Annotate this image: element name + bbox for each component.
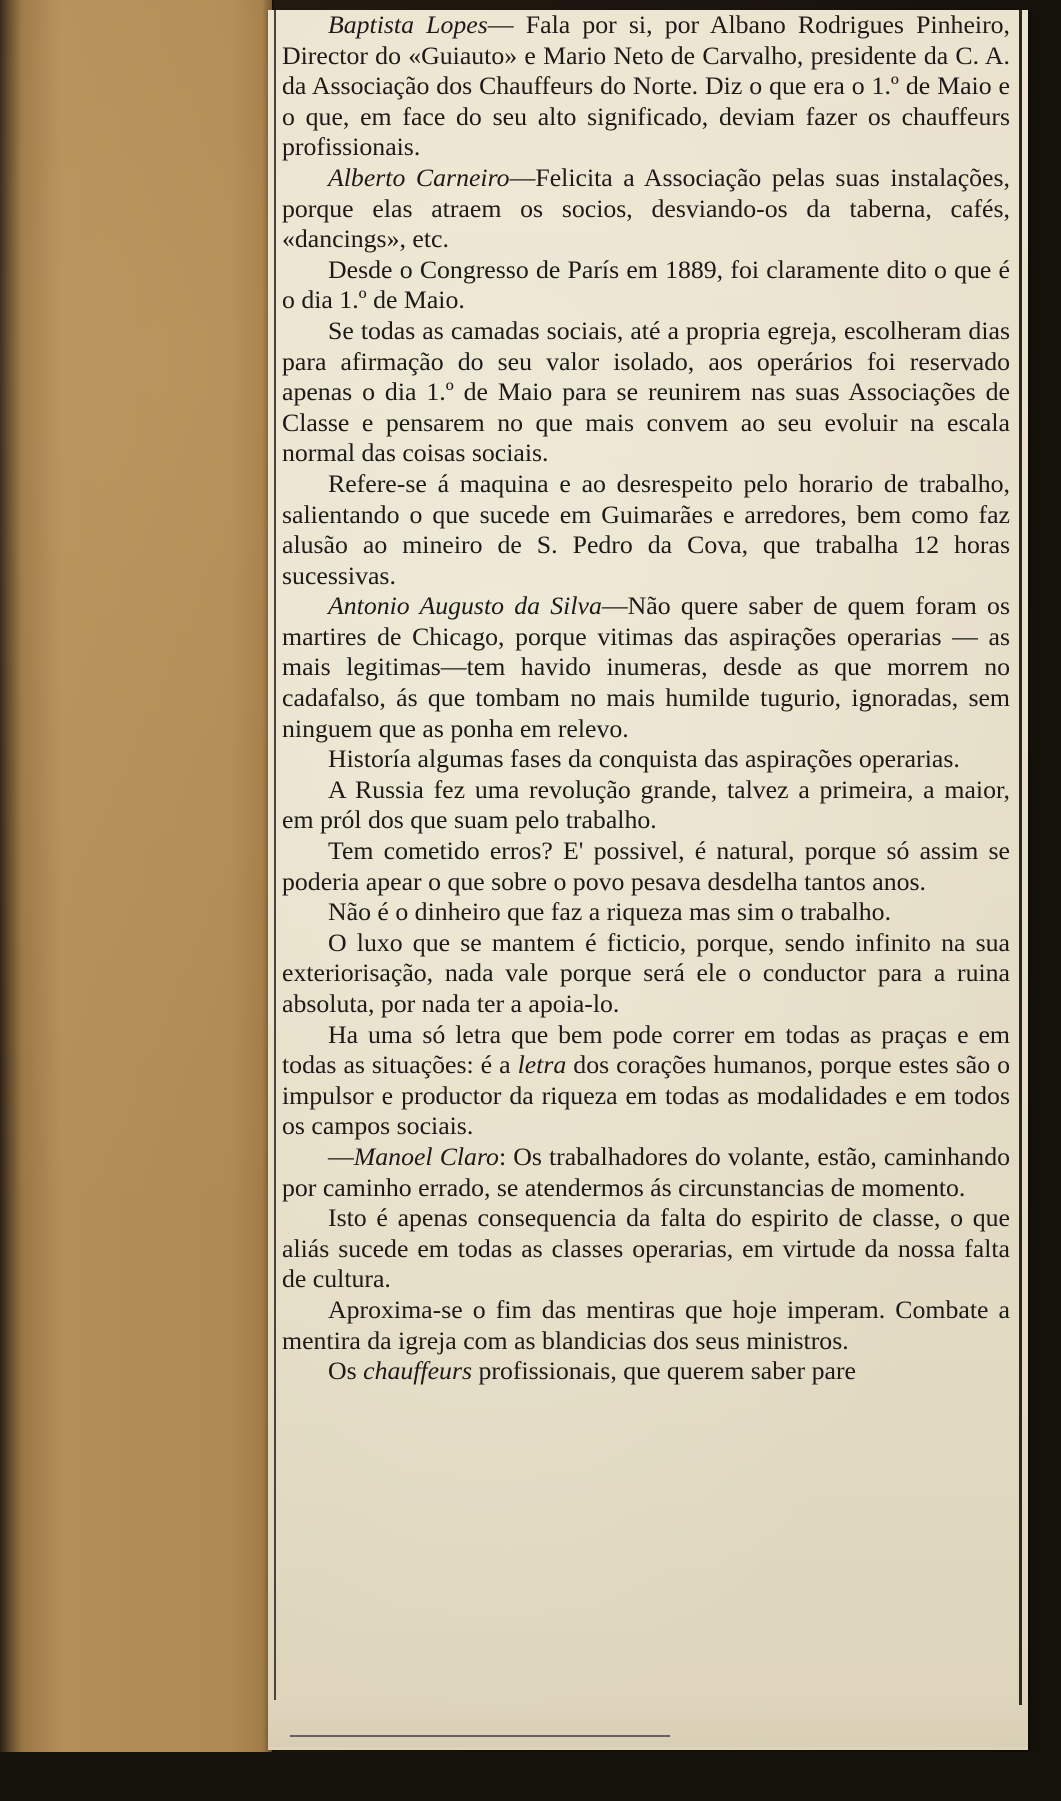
speaker-name: Baptista Lopes	[328, 10, 488, 39]
article-column	[282, 10, 1010, 1387]
paragraph: Aproxima-se o fim das mentiras que hoje imperam. Combate a mentira da igreja com as blandicias dos seus ministros.	[282, 1294, 1010, 1355]
paragraph-baptista-lopes: Baptista Lopes— Fala por si, por Albano Rodrigues Pinheiro, Director do «Guiauto» e Mario Neto de Carvalho, presidente da C. A. da Associação dos Chauffeurs do Norte. Diz o que era o 1.º de Maio e o que, em face do seu alto significado, deviam fazer os chauffeurs profissionais.	[282, 10, 1011, 162]
paragraph: Historía algumas fases da conquista das aspirações operarias.	[328, 744, 960, 774]
paragraph-manoel-claro: —Manoel Claro: Os trabalhadores do volante, estão, caminhando por caminho errado, se atendermos ás circunstancias de momento.	[282, 1141, 1010, 1202]
clipping-tail	[268, 1705, 1028, 1747]
newspaper-clipping	[268, 10, 1028, 1750]
paragraph: Desde o Congresso de París em 1889, foi claramente dito o que é o dia 1.º de Maio.	[282, 254, 1010, 315]
paragraph: Tem cometido erros? E' possivel, é natural, porque só assim se poderia apear o que sobre o povo pesava desdelha tantos anos.	[282, 836, 1010, 896]
paragraph-text: Felicita a Associação pelas suas instalações, porque elas atraem os socios, desviando-os da taberna, cafés, «dancings», etc.	[282, 162, 1010, 254]
paragraph: A Russia fez uma revolução grande, talvez a primeira, a maior, em pról dos que suam pelo trabalho.	[282, 774, 1010, 835]
paragraph-chauffeurs: Os chauffeurs profissionais, que querem saber pare	[328, 1356, 856, 1386]
paragraph-alberto-carneiro: Alberto Carneiro—Felicita a Associação pelas suas instalações, porque elas atraem os socios, desviando-os da taberna, cafés, «dancings», etc.	[282, 162, 1010, 254]
column-rule-left	[274, 10, 276, 1700]
emphasis: chauffeurs	[363, 1356, 473, 1386]
paragraph-text: Os trabalhadores do volante, estão, caminhando por caminho errado, se atendermos ás circunstancias de momento.	[282, 1141, 1010, 1202]
column-rule-right	[1019, 10, 1022, 1710]
paragraph-letra: Ha uma só letra que bem pode correr em todas as praças e em todas as situações: é a letra dos corações humanos, porque estes são o impulsor e productor da riqueza em todas as modalidades e em todos os campos sociais.	[282, 1019, 1010, 1141]
folder-cover	[0, 0, 272, 1801]
paragraph: Refere-se á maquina e ao desrespeito pelo horario de trabalho, salientando o que sucede em Guimarães e arredores, bem como faz alusão ao mineiro de S. Pedro da Cova, que trabalha 12 horas sucessivas.	[282, 468, 1010, 590]
paragraph-antonio-augusto: Antonio Augusto da Silva—Não quere saber de quem foram os martires de Chicago, porque vitimas das aspirações operarias — as mais legitimas—tem havido inumeras, desde as que morrem no cadafalso, ás que tombam no mais humilde tugurio, ignoradas, sem ninguem que as ponha em relevo.	[282, 591, 1010, 743]
torn-edge-line	[290, 1735, 670, 1737]
scan-bottom-edge	[0, 1752, 1061, 1801]
paragraph-text: Fala por si, por Albano Rodrigues Pinheiro, Director do «Guiauto» e Mario Neto de Carvalho, presidente da C. A. da Associação dos Chauffeurs do Norte. Diz o que era o 1.º de Maio e o que, em face do seu alto significado, deviam fazer os chauffeurs profissionais.	[282, 10, 1011, 162]
emphasis: letra	[517, 1050, 567, 1080]
speaker-name: Antonio Augusto da Silva	[328, 591, 602, 621]
paragraph: Se todas as camadas sociais, até a propria egreja, escolheram dias para afirmação do seu valor isolado, aos operários foi reservado apenas o dia 1.º de Maio para se reunirem nas suas Associações de Classe e pensarem no que mais convem ao seu evoluir na escala normal das coisas sociais.	[282, 315, 1010, 468]
paragraph: Isto é apenas consequencia da falta do espirito de classe, o que aliás sucede em todas as classes operarias, em virtude da nossa falta de cultura.	[282, 1203, 1010, 1294]
speaker-name: Alberto Carneiro	[328, 162, 510, 192]
paragraph: O luxo que se mantem é ficticio, porque, sendo infinito na sua exteriorisação, nada vale porque será ele o conductor para a ruina absoluta, por nada ter a apoia-lo.	[282, 927, 1010, 1018]
speaker-name: Manoel Claro	[353, 1141, 499, 1171]
paragraph-text: Não quere saber de quem foram os martires de Chicago, porque vitimas das aspirações operarias — as mais legitimas—tem havido inumeras, desde as que morrem no cadafalso, ás que tombam no mais humilde tugurio, ignoradas, sem ninguem que as ponha em relevo.	[282, 591, 1010, 743]
paragraph: Não é o dinheiro que faz a riqueza mas sim o trabalho.	[328, 897, 892, 927]
